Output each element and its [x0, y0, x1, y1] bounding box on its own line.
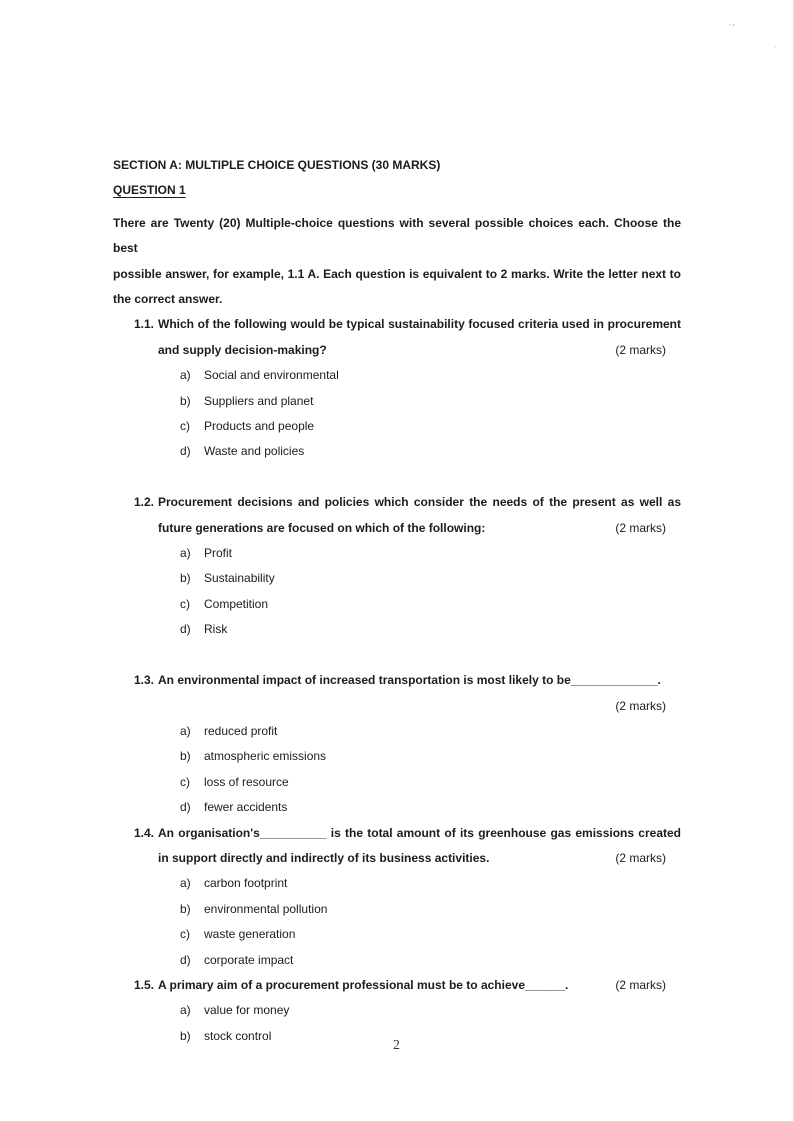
option-letter: c) [180, 774, 190, 789]
option-text: waste generation [204, 927, 296, 942]
option-row [113, 541, 681, 566]
question-block [113, 490, 681, 642]
option-row [113, 389, 681, 414]
page-number: 2 [393, 1037, 400, 1052]
option-letter: a) [180, 876, 191, 891]
option-text: reduced profit [204, 723, 278, 738]
option-text: Profit [204, 546, 233, 561]
option-row [113, 414, 681, 439]
option-letter: c) [180, 596, 190, 611]
question-stem-line [113, 846, 681, 871]
instructions-line: possible answer, for example, 1.1 A. Each question is equivalent to 2 marks. Write the letter next to [113, 266, 681, 281]
option-text: atmospheric emissions [204, 749, 327, 764]
question-stem-line [113, 821, 681, 846]
scan-artifact: ’’ [729, 23, 737, 32]
option-letter: d) [180, 444, 191, 459]
document-content [113, 153, 681, 1049]
instructions-line: the correct answer. [113, 292, 223, 307]
question-number: 1.4. [134, 825, 155, 840]
option-text: Products and people [204, 419, 315, 434]
option-text: loss of resource [204, 774, 289, 789]
marks-label: (2 marks) [615, 520, 666, 535]
instructions-line: There are Twenty (20) Multiple-choice questions with several possible choices each. Choose the best [113, 215, 681, 256]
question-number: 1.1. [134, 317, 155, 332]
option-row [113, 795, 681, 820]
option-letter: a) [180, 368, 191, 383]
option-row [113, 998, 681, 1023]
option-text: carbon footprint [204, 876, 288, 891]
option-row [113, 439, 681, 464]
question-text: An organisation's__________ is the total amount of its greenhouse gas emissions created [158, 825, 681, 840]
option-letter: b) [180, 749, 191, 764]
option-letter: a) [180, 546, 191, 561]
option-letter: a) [180, 1003, 191, 1018]
option-row [113, 897, 681, 922]
option-letter: c) [180, 419, 190, 434]
question-number: 1.2. [134, 495, 155, 510]
option-row [113, 922, 681, 947]
question-stem-line [113, 694, 681, 719]
question-stem-line [113, 668, 681, 693]
option-row [113, 744, 681, 769]
option-letter: d) [180, 800, 191, 815]
question-stem-line [113, 490, 681, 515]
question-stem-line [113, 338, 681, 363]
question-text: A primary aim of a procurement professional must be to achieve______. [158, 977, 569, 992]
question-number: 1.5. [134, 977, 155, 992]
marks-label: (2 marks) [615, 342, 666, 357]
question-text: future generations are focused on which of the following: [158, 520, 486, 535]
question-stem-line [113, 312, 681, 337]
question-stem-line [113, 516, 681, 541]
question-text: in support directly and indirectly of its business activities. [158, 850, 490, 865]
instructions-paragraph [113, 211, 681, 313]
option-text: environmental pollution [204, 901, 328, 916]
option-text: Social and environmental [204, 368, 339, 383]
option-letter: b) [180, 571, 191, 586]
question-number: 1.3. [134, 673, 155, 688]
question-block [113, 668, 681, 820]
option-row [113, 566, 681, 591]
marks-label: (2 marks) [615, 698, 666, 713]
question-block [113, 821, 681, 973]
option-letter: a) [180, 723, 191, 738]
option-text: Sustainability [204, 571, 275, 586]
option-row [113, 719, 681, 744]
question-stem-line [113, 973, 681, 998]
option-row [113, 948, 681, 973]
option-text: fewer accidents [204, 800, 288, 815]
option-text: corporate impact [204, 952, 294, 967]
option-text: Competition [204, 596, 269, 611]
option-row [113, 363, 681, 388]
questions-list [113, 312, 681, 1049]
option-row [113, 770, 681, 795]
option-text: Suppliers and planet [204, 393, 314, 408]
question-text: Which of the following would be typical sustainability focused criteria used in procurement [158, 317, 681, 332]
option-text: Risk [204, 622, 228, 637]
option-text: value for money [204, 1003, 290, 1018]
question-text: An environmental impact of increased transportation is most likely to be_____________. [158, 673, 661, 688]
option-letter: b) [180, 901, 191, 916]
option-row [113, 871, 681, 896]
question-block [113, 312, 681, 464]
option-letter: b) [180, 1028, 191, 1043]
option-row [113, 617, 681, 642]
scan-artifact: ˏ [774, 39, 777, 48]
option-letter: b) [180, 393, 191, 408]
question-text: and supply decision-making? [158, 342, 327, 357]
option-text: stock control [204, 1028, 272, 1043]
option-letter: d) [180, 952, 191, 967]
question-heading-text: QUESTION 1 [113, 183, 186, 198]
option-row [113, 592, 681, 617]
question-text: Procurement decisions and policies which consider the needs of the present as well as [158, 495, 681, 510]
question-heading [113, 178, 681, 203]
option-letter: d) [180, 622, 191, 637]
section-title: SECTION A: MULTIPLE CHOICE QUESTIONS (30 MARKS) [113, 158, 441, 172]
option-letter: c) [180, 927, 190, 942]
marks-label: (2 marks) [615, 850, 666, 865]
marks-label: (2 marks) [615, 977, 666, 992]
option-text: Waste and policies [204, 444, 305, 459]
